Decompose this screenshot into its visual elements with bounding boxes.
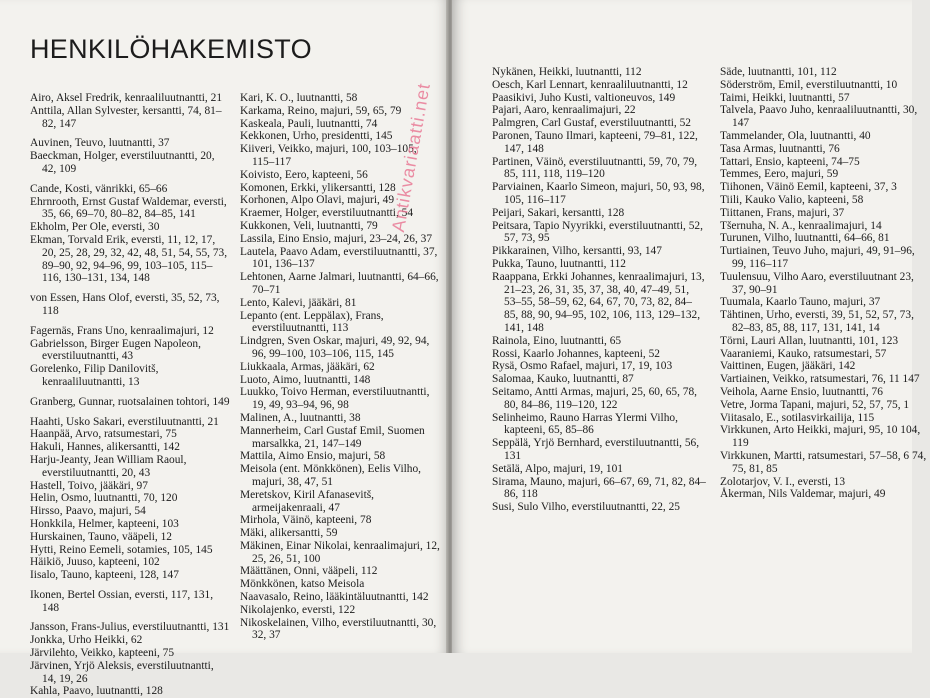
index-entry: Tšernuha, N. A., kenraalimajuri, 14 (720, 219, 882, 232)
index-entry: Korhonen, Alpo Olavi, majuri, 49 (240, 194, 395, 207)
index-entry: Palmgren, Carl Gustaf, everstiluutnantti, 52 (492, 117, 691, 130)
index-entry: Tuulensuu, Vilho Aaro, everstiluutnant 23, 37, 90–91 (720, 270, 914, 296)
index-entry: Nikoskelainen, Vilho, everstiluutnantti, 30, 32, 37 (240, 616, 437, 642)
index-entry: Hakuli, Hannes, alikersantti, 142 (30, 441, 180, 454)
index-entry: Oesch, Karl Lennart, kenraaliluutnantti, 12 (492, 78, 688, 91)
index-entry: Selinheimo, Rauno Harras Ylermi Vilho, kapteeni, 65, 85–86 (492, 411, 678, 437)
index-entry: Salomaa, Kauko, luutnantti, 87 (492, 373, 634, 386)
index-entry: Anttila, Allan Sylvester, kersantti, 74, 81–82, 147 (30, 104, 222, 130)
index-entry: Mönkkönen, katso Meisola (240, 578, 365, 591)
index-entry: Hastell, Toivo, jääkäri, 97 (30, 479, 148, 492)
index-entry: Ekman, Torvald Erik, eversti, 11, 12, 17, 20, 25, 28, 29, 32, 42, 48, 51, 54, 55, 73, 89–90, 92, 94–96, 99, 103–105, 115–116, 130–131, 134, 148 (30, 233, 228, 285)
index-entry: Viitasalo, E., sotilasvirkailija, 115 (720, 411, 875, 424)
index-entry: Hurskainen, Tauno, vääpeli, 12 (30, 530, 172, 543)
index-entry: Kiiveri, Veikko, majuri, 100, 103–105, 115–117 (240, 143, 417, 168)
index-entry: Liukkaala, Armas, jääkäri, 62 (240, 360, 375, 373)
index-entry: Tiili, Kauko Valio, kapteeni, 58 (720, 193, 864, 206)
index-entry: Ehrnrooth, Ernst Gustaf Waldemar, eversti, 35, 66, 69–70, 80–82, 84–85, 141 (30, 195, 227, 221)
index-entry: Honkkila, Helmer, kapteeni, 103 (30, 517, 179, 530)
index-entry: Koivisto, Eero, kapteeni, 56 (240, 168, 368, 181)
index-entry: Turunen, Vilho, luutnantti, 64–66, 81 (720, 232, 890, 245)
index-entry: Mannerheim, Carl Gustaf Emil, Suomen marsalkka, 21, 147–149 (240, 424, 425, 450)
index-entry: Turtiainen, Teuvo Juho, majuri, 49, 91–96, 99, 116–117 (720, 245, 915, 270)
index-column-1 (30, 92, 230, 698)
index-entry: Jansson, Frans-Julius, everstiluutnantti, 131 (30, 621, 230, 634)
index-entry: Tasa Armas, luutnantti, 76 (720, 142, 840, 155)
index-entry: Zolotarjov, V. I., eversti, 13 (720, 475, 846, 488)
index-entry: Kukkonen, Veli, luutnantti, 79 (240, 219, 378, 232)
index-entry: Peitsara, Tapio Nyyrikki, everstiluutnantti, 52, 57, 73, 95 (492, 219, 703, 245)
index-entry: Parviainen, Kaarlo Simeon, majuri, 50, 93, 98, 105, 116–117 (492, 181, 705, 206)
index-entry: Häikiö, Juuso, kapteeni, 102 (30, 556, 160, 569)
index-entry: von Essen, Hans Olof, eversti, 35, 52, 73, 118 (30, 292, 220, 317)
index-entry: Gorelenko, Filip Danilovitš, kenraaliluutnantti, 13 (30, 363, 159, 388)
index-entry: Luukko, Toivo Herman, everstiluutnantti, 19, 49, 93–94, 96, 98 (240, 386, 430, 412)
index-entry: Helin, Osmo, luutnantti, 70, 120 (30, 492, 178, 505)
index-entry: Peijari, Sakari, kersantti, 128 (492, 206, 625, 219)
index-entry: Naavasalo, Reino, lääkintäluutnantti, 142 (240, 591, 429, 604)
index-entry: Kahla, Paavo, luutnantti, 128 (30, 685, 163, 698)
index-entry: Kekkonen, Urho, presidentti, 145 (240, 130, 393, 143)
index-entry: Pajari, Aaro, kenraalimajuri, 22 (492, 104, 636, 117)
index-entry: Järvilehto, Veikko, kapteeni, 75 (30, 647, 175, 660)
index-entry: Mattila, Aimo Ensio, majuri, 58 (240, 450, 386, 463)
index-entry: Airo, Aksel Fredrik, kenraaliluutnantti, 21 (30, 92, 223, 104)
index-entry: Taimi, Heikki, luutnantti, 57 (720, 91, 850, 104)
left-page (0, 0, 448, 698)
index-entry: Haahti, Usko Sakari, everstiluutnantti, 21 (30, 415, 219, 428)
index-entry: Seppälä, Yrjö Bernhard, everstiluutnantti, 56, 131 (492, 437, 700, 462)
index-entry: Pikkarainen, Vilho, kersantti, 93, 147 (492, 245, 662, 258)
index-entry: Kraemer, Holger, everstiluutnantti, 54 (240, 207, 414, 220)
index-entry: Nykänen, Heikki, luutnantti, 112 (492, 66, 642, 78)
index-entry: Auvinen, Teuvo, luutnantti, 37 (30, 137, 170, 150)
index-entry: Cande, Kosti, vänrikki, 65–66 (30, 182, 168, 195)
index-entry: Lautela, Paavo Adam, everstiluutnantti, 37, 101, 136–137 (240, 245, 438, 271)
index-entry: Tuumalа, Kaarlo Tauno, majuri, 37 (720, 296, 881, 309)
index-entry: Rainola, Eino, luutnantti, 65 (492, 334, 622, 347)
index-entry: Ekholm, Per Ole, eversti, 30 (30, 221, 160, 234)
page-title: HENKILÖHAKEMISTO (30, 34, 312, 64)
index-entry: Harju-Jeanty, Jean William Raoul, everstiluutnantti, 20, 43 (30, 453, 187, 479)
index-entry: Baeckman, Holger, everstiluutnantti, 20, 42, 109 (30, 150, 215, 175)
index-entry: Seitamo, Antti Armas, majuri, 25, 60, 65, 78, 80, 84–86, 119–120, 122 (492, 385, 698, 411)
index-entry: Jonkka, Urho Heikki, 62 (30, 634, 143, 647)
index-entry: Raappana, Erkki Johannes, kenraalimajuri, 13, 21–23, 26, 31, 35, 37, 38, 40, 47–49, 51, 53–55, 58–59, 62, 64, 67, 70, 73, 82, 84–85, 88, 90, 94–95, 102, 106, 113, 129–132, 141, 148 (492, 270, 705, 334)
index-entry: Määttänen, Onni, vääpeli, 112 (240, 565, 378, 578)
index-entry: Tiittanen, Frans, majuri, 37 (720, 206, 845, 219)
index-entry: Gabrielsson, Birger Eugen Napoleon, everstiluutnantti, 43 (30, 337, 201, 363)
index-entry: Lento, Kalevi, jääkäri, 81 (240, 296, 357, 309)
index-entry: Vaaraniemi, Kauko, ratsumestari, 57 (720, 347, 887, 360)
index-entry: Sirama, Mauno, majuri, 66–67, 69, 71, 82, 84–86, 118 (492, 475, 706, 501)
index-entry: Rysä, Osmo Rafael, majuri, 17, 19, 103 (492, 360, 673, 373)
index-entry: Järvinen, Yrjö Aleksis, everstiluutnantti, 14, 19, 26 (30, 659, 214, 685)
index-entry: Hirsso, Paavo, majuri, 54 (30, 505, 146, 518)
index-entry: Setälä, Alpo, majuri, 19, 101 (492, 462, 623, 475)
index-entry: Virkkunen, Martti, ratsumestari, 57–58, 6 74, 75, 81, 85 (720, 449, 927, 475)
index-entry: Hytti, Reino Eemeli, sotamies, 105, 145 (30, 543, 213, 556)
index-column-4 (720, 66, 930, 501)
index-entry: Tattari, Ensio, kapteeni, 74–75 (720, 155, 860, 168)
index-entry: Säde, luutnantti, 101, 112 (720, 66, 837, 78)
index-entry: Kaskeala, Pauli, luutnantti, 74 (240, 117, 378, 130)
index-entry: Luoto, Aimo, luutnantti, 148 (240, 373, 371, 386)
index-entry: Iisalo, Tauno, kapteeni, 128, 147 (30, 569, 179, 582)
index-entry: Rossi, Kaarlo Johannes, kapteeni, 52 (492, 347, 660, 360)
index-entry: Mirhola, Väinö, kapteeni, 78 (240, 514, 372, 527)
index-entry: Vartiainen, Veikko, ratsumestari, 76, 11 147 (720, 373, 920, 386)
index-entry: Lindgren, Sven Oskar, majuri, 49, 92, 94, 96, 99–100, 103–106, 115, 145 (240, 335, 430, 360)
index-entry: Paasikivi, Juho Kusti, valtioneuvos, 149 (492, 91, 676, 104)
index-entry: Paronen, Tauno Ilmari, kapteeni, 79–81, 122, 147, 148 (492, 129, 698, 155)
index-entry: Fagernäs, Frans Uno, kenraalimajuri, 12 (30, 324, 214, 337)
index-entry: Granberg, Gunnar, ruotsalainen tohtori, 149 (30, 395, 230, 408)
index-entry: Lassila, Eino Ensio, majuri, 23–24, 26, 37 (240, 232, 433, 245)
index-entry: Meisola (ent. Mönkkönen), Eelis Vilho, majuri, 38, 47, 51 (240, 463, 422, 488)
index-entry: Malinen, A., luutnantti, 38 (240, 411, 361, 424)
index-entry: Söderström, Emil, everstiluutnantti, 10 (720, 78, 898, 91)
index-entry: Vaittinen, Eugen, jääkäri, 142 (720, 360, 856, 373)
index-entry: Törni, Lauri Allan, luutnantti, 101, 123 (720, 334, 899, 347)
watermark: Antikvariaatti.net (388, 81, 434, 234)
index-entry: Karkama, Reino, majuri, 59, 65, 79 (240, 104, 402, 117)
index-entry: Haanpää, Arvo, ratsumestari, 75 (30, 428, 177, 441)
index-entry: Vetre, Jorma Tapani, majuri, 52, 57, 75, 1 (720, 398, 910, 411)
index-entry: Tiihonen, Väinö Eemil, kapteeni, 37, 3 (720, 181, 897, 194)
index-entry: Mäki, alikersantti, 59 (240, 527, 338, 540)
index-entry: Meretskov, Kiril Afanasevitš, armeijakenraali, 47 (240, 488, 375, 514)
index-entry: Virkkunen, Arto Heikki, majuri, 95, 10 104, 119 (720, 424, 921, 450)
index-entry: Kari, K. O., luutnantti, 58 (240, 92, 358, 104)
index-entry: Ikonen, Bertel Ossian, eversti, 117, 131, 148 (30, 588, 214, 614)
index-entry: Komonen, Erkki, ylikersantti, 128 (240, 181, 396, 194)
index-column-3 (492, 66, 706, 514)
index-entry: Partinen, Väinö, everstiluutnantti, 59, 70, 79, 85, 111, 118, 119–120 (492, 155, 698, 181)
index-entry: Mäkinen, Einar Nikolai, kenraalimajuri, 12, 25, 26, 51, 100 (240, 539, 440, 565)
index-entry: Tammelander, Ola, luutnantti, 40 (720, 129, 871, 142)
index-entry: Nikolajenko, eversti, 122 (240, 603, 356, 616)
index-entry: Lehtonen, Aarne Jalmari, luutnantti, 64–66, 70–71 (240, 271, 439, 296)
index-entry: Susi, Sulo Vilho, everstiluutnantti, 22, 25 (492, 501, 681, 514)
index-entry: Talvela, Paavo Juho, kenraaliluutnantti, 30, 147 (720, 104, 918, 130)
right-page (452, 0, 927, 653)
index-entry: Temmes, Eero, majuri, 59 (720, 168, 839, 181)
index-entry: Veihola, Aarne Ensio, luutnantti, 76 (720, 385, 883, 398)
index-entry: Åkerman, Nils Valdemar, majuri, 49 (720, 488, 886, 501)
index-entry: Lepanto (ent. Leppälax), Frans, everstiluutnantti, 113 (240, 309, 384, 335)
index-entry: Pukka, Tauno, luutnantti, 112 (492, 257, 626, 270)
index-entry: Tähtinen, Urho, eversti, 39, 51, 52, 57, 73, 82–83, 85, 88, 117, 131, 141, 14 (720, 309, 914, 334)
